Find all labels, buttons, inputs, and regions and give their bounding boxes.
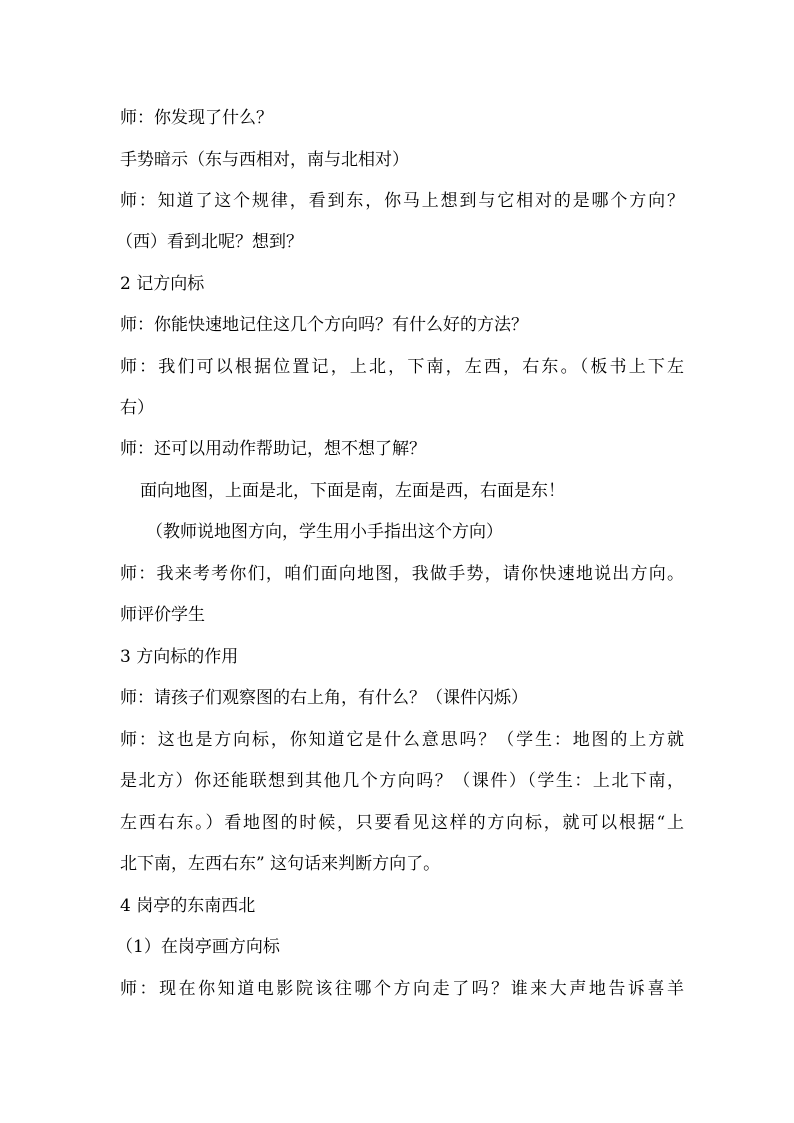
text-line-9: 师：还可以用动作帮助记，想不想了解？ <box>120 439 426 459</box>
text-line-12: 师：我来考考你们，咱们面向地图，我做手势，请你快速地说出方向。 <box>120 564 684 584</box>
text-line-6: 师：你能快速地记住这几个方向吗？有什么好的方法？ <box>120 315 528 335</box>
text-line-4: （西）看到北呢？想到？ <box>116 232 303 252</box>
text-line-15: 师：请孩子们观察图的右上角，有什么？（课件闪烁） <box>120 688 528 708</box>
subsection-heading-1: （1）在岗亭画方向标 <box>116 937 280 957</box>
text-line-3: 师：知道了这个规律，看到东，你马上想到与它相对的是哪个方向？ <box>120 191 684 211</box>
section-heading-2: 2 记方向标 <box>120 274 205 294</box>
text-line-7: 师：我们可以根据位置记，上北，下南，左西，右东。（板书上下左 <box>120 357 684 377</box>
text-line-1: 师：你发现了什么？ <box>120 108 273 128</box>
text-line-11: （教师说地图方向，学生用小手指出这个方向） <box>146 522 503 542</box>
text-line-8: 右） <box>120 398 154 418</box>
text-line-22: 师：现在你知道电影院该往哪个方向走了吗？谁来大声地告诉喜羊 <box>120 979 684 999</box>
text-line-13: 师评价学生 <box>120 605 205 625</box>
text-line-17: 是北方）你还能联想到其他几个方向吗？（课件）（学生：上北下南， <box>120 771 684 791</box>
section-heading-4: 4 岗亭的东南西北 <box>120 896 256 916</box>
text-line-19: 北下南，左西右东” 这句话来判断方向了。 <box>120 854 441 874</box>
text-line-18: 左西右东。）看地图的时候，只要看见这样的方向标，就可以根据“上 <box>120 813 684 833</box>
text-line-10: 面向地图，上面是北，下面是南，左面是西，右面是东！ <box>140 481 565 501</box>
text-line-2: 手势暗示（东与西相对，南与北相对） <box>120 150 409 170</box>
section-heading-3: 3 方向标的作用 <box>120 647 239 667</box>
text-line-16: 师：这也是方向标，你知道它是什么意思吗？（学生：地图的上方就 <box>120 730 684 750</box>
